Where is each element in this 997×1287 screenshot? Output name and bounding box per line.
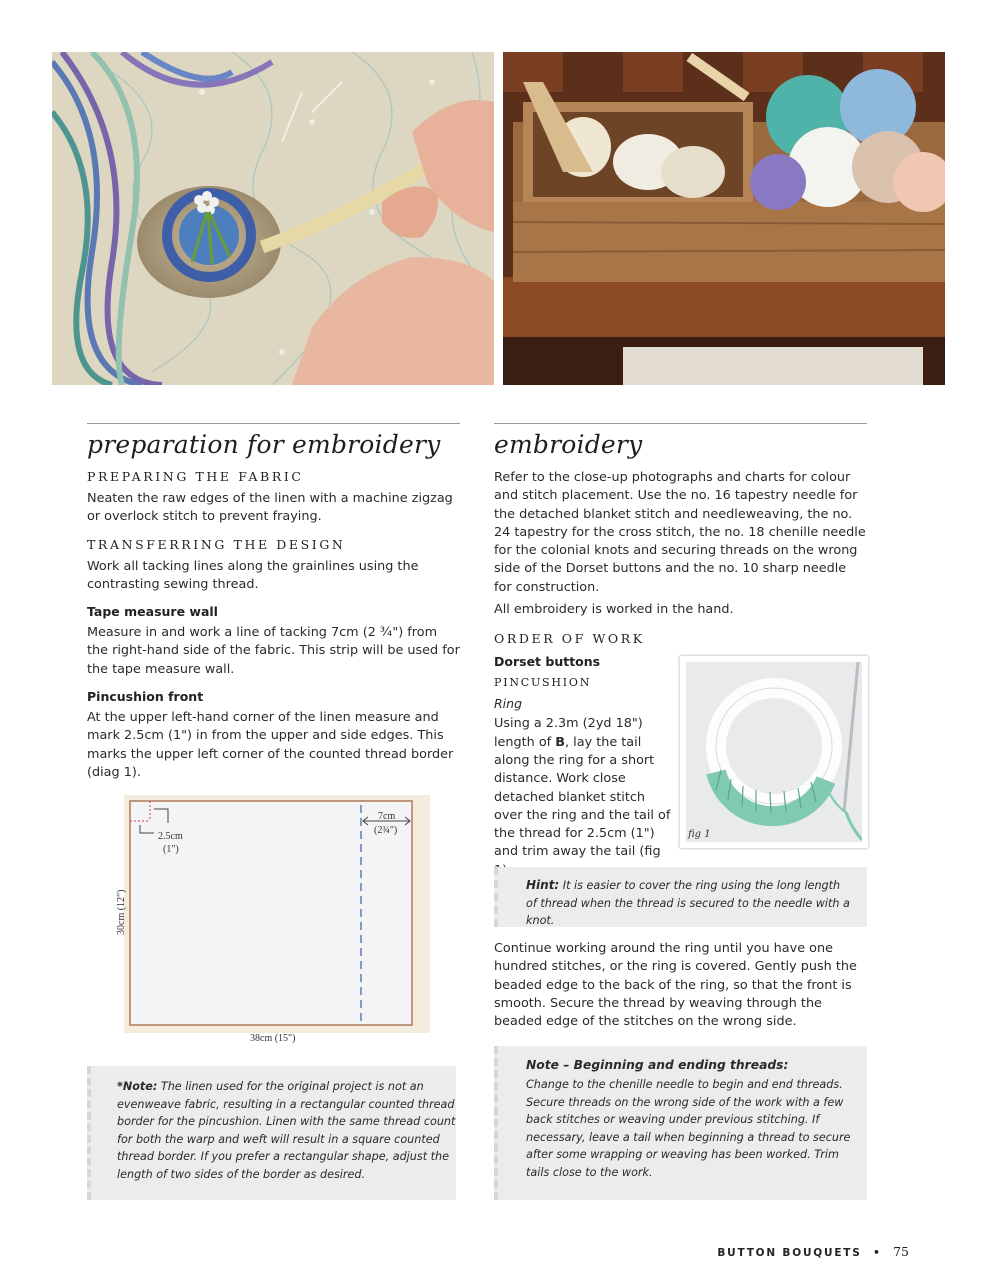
section-heading-embroidery: embroidery	[494, 430, 643, 459]
figure-ring-photo	[686, 662, 862, 842]
subheading-tape-measure-wall: Tape measure wall	[87, 604, 218, 620]
paragraph-pincushion-front: At the upper left-hand corner of the linen measure and mark 2.5cm (1") in from the upper and side edges. This marks the upper left corner of the counted thread border (diag 1).	[87, 710, 454, 780]
footer-book-title: BUTTON BOUQUETS	[717, 1247, 862, 1259]
hint-label: Hint:	[526, 878, 560, 892]
subheading-order-of-work: ORDER OF WORK	[494, 631, 645, 647]
section-heading-preparation: preparation for embroidery	[87, 430, 441, 459]
subheading-ring: Ring	[494, 696, 523, 712]
subheading-pincushion-front: Pincushion front	[87, 689, 204, 705]
diagram-label-strip-imperial: (2¾")	[374, 825, 398, 836]
paragraph-ring	[494, 715, 674, 880]
ring-text-c: , lay the tail along the ring for a short distance. Work close detached blanket stitch over the ring and the tail of the thread for 2.5cm (1") and trim away the tail (fig	[494, 734, 671, 860]
note-box-linen	[87, 1066, 456, 1200]
ring-text-a: Using a 2.3m (2yd 18") length of	[494, 716, 643, 750]
diagram-label-strip: 7cm	[378, 811, 396, 822]
section-rule	[87, 423, 460, 424]
note-linen-body: The linen used for the original project is not an evenweave fabric, resulting in a rectangular counted thread border for the pincushion. Linen with the same thread count for both the warp and weft will result in a square counted thread border. If you prefer a rectangular shape, adjust the length of two sides of the border as desired.	[117, 1080, 456, 1181]
photo-pincushion-tape-measure	[52, 52, 494, 385]
subheading-dorset-buttons: Dorset buttons	[494, 654, 601, 670]
note-linen-label: *Note:	[117, 1080, 158, 1093]
page-footer	[717, 1244, 909, 1259]
left-column	[87, 423, 460, 792]
paragraph-embroidery-intro: Refer to the close-up photographs and charts for colour and stitch placement. Use the no. 16 tapestry needle for the detached blanket stitch and needleweaving, the no. 24 tapestry for the cross stitch, the no. 18 chenille needle for the colonial knots and securing threads on the wrong side of the Dorset buttons and the no. 10 sharp needle for construction.	[494, 470, 866, 595]
section-rule	[494, 423, 867, 424]
page-number: 75	[893, 1244, 909, 1259]
figure-label: fig 1	[688, 829, 711, 840]
figure-ring	[680, 656, 868, 848]
photo-sewing-box	[503, 52, 945, 385]
footer-separator: •	[873, 1247, 882, 1259]
diagram-label-height: 30cm (12")	[116, 889, 127, 935]
diagram-label-corner-imperial: (1")	[163, 844, 179, 855]
paragraph-worked-in-hand: All embroidery is worked in the hand.	[494, 602, 734, 618]
note-threads-title: Note – Beginning and ending threads:	[526, 1058, 789, 1072]
paragraph-continue-ring: Continue working around the ring until you have one hundred stitches, or the ring is covered. Gently push the beaded edge to the back of the ring, so that the front is smooth. Secure the thread by weaving through the beaded edge of the stitches on the wrong side.	[494, 941, 857, 1030]
paragraph-transferring-design: Work all tacking lines along the grainlines using the contrasting sewing thread.	[87, 558, 419, 592]
hint-box	[494, 867, 867, 927]
hint-text	[526, 877, 853, 930]
note-box-threads	[494, 1046, 867, 1200]
paragraph-tape-measure-wall: Measure in and work a line of tacking 7cm (2 ¾") from the right-hand side of the fabric. This strip will be used for the tape measure wall.	[87, 625, 460, 677]
subheading-pincushion: PINCUSHION	[494, 676, 592, 690]
diagram-label-corner: 2.5cm	[158, 831, 183, 842]
diagram-label-width: 38cm (15")	[250, 1033, 296, 1044]
note-linen-text	[117, 1078, 456, 1184]
paragraph-preparing-fabric: Neaten the raw edges of the linen with a machine zigzag or overlock stitch to prevent fraying.	[87, 491, 453, 525]
ring-thread-letter: B	[555, 734, 566, 750]
subheading-preparing-fabric: PREPARING THE FABRIC	[87, 469, 304, 484]
hint-body: It is easier to cover the ring using the long length of thread when the thread is secured to the needle with a knot.	[526, 879, 850, 928]
diagram-linen-layout	[110, 795, 430, 1055]
subheading-transferring-design: TRANSFERRING THE DESIGN	[87, 536, 346, 552]
note-threads-text: Change to the chenille needle to begin and end threads. Secure threads on the wrong side of the work with a few back stitches or weaving under previous stitching. If necessary, leave a tail when beginning a thread to secure after some wrapping or weaving has been worked. Trim tails close to the work.	[526, 1078, 851, 1179]
